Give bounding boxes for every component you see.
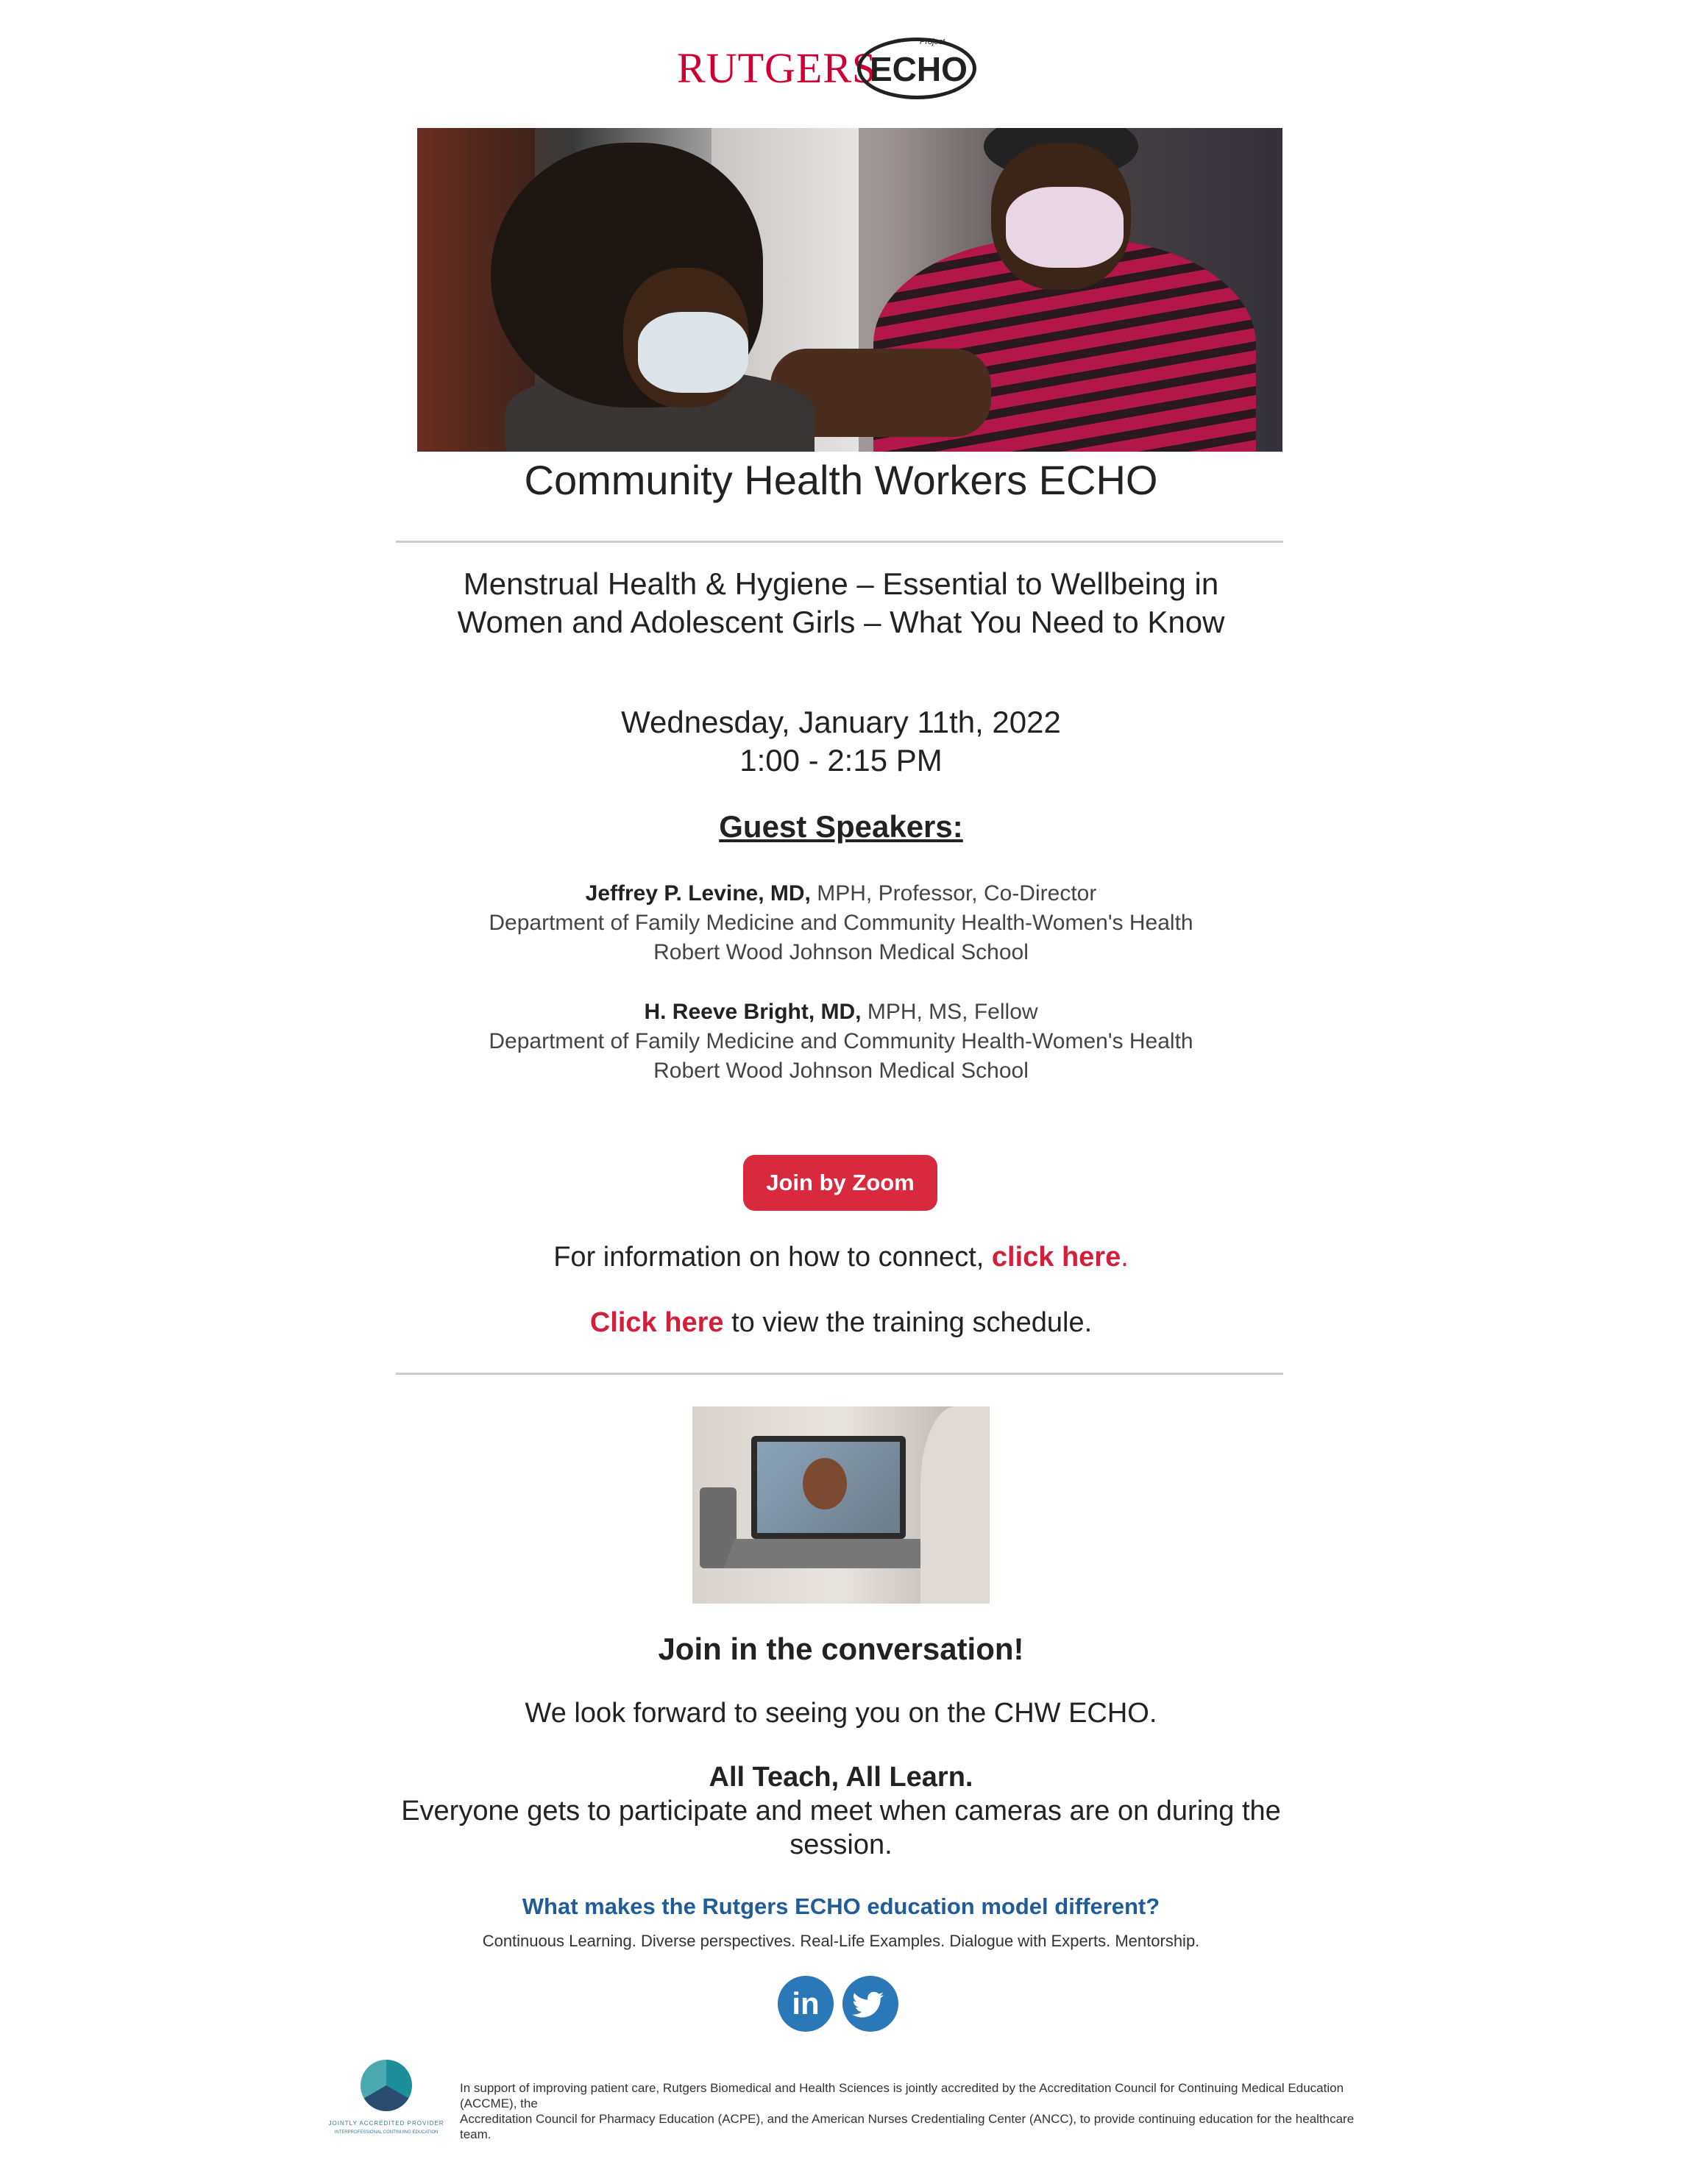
schedule-info xyxy=(0,1307,1682,1339)
speaker-name: H. Reeve Bright, MD, xyxy=(644,1000,862,1024)
session-title-line1: Menstrual Health & Hygiene – Essential to Wellbeing in xyxy=(463,566,1219,601)
speaker-name: Jeffrey P. Levine, MD, xyxy=(585,881,811,906)
model-question: What makes the Rutgers ECHO education model different? xyxy=(522,1893,1160,1919)
session-datetime xyxy=(0,703,1682,780)
accreditation-label: JOINTLY ACCREDITED PROVIDER xyxy=(328,2120,444,2127)
conversation-heading: Join in the conversation! xyxy=(658,1632,1024,1666)
motto-line1: Everyone gets to participate and meet when cameras are on during the xyxy=(401,1796,1281,1826)
speaker-school: Robert Wood Johnson Medical School xyxy=(653,940,1029,964)
session-title xyxy=(0,565,1682,641)
connect-prefix: For information on how to connect, xyxy=(553,1242,992,1273)
speaker-dept: Department of Family Medicine and Community Health-Women's Health xyxy=(489,1029,1193,1053)
hero-photo xyxy=(417,128,1282,452)
model-answer: Continuous Learning. Diverse perspectives. Real-Life Examples. Dialogue with Experts. Mentorship. xyxy=(482,1932,1200,1950)
page-title: Community Health Workers ECHO xyxy=(524,457,1158,503)
speaker-dept: Department of Family Medicine and Community Health-Women's Health xyxy=(489,911,1193,935)
session-time: 1:00 - 2:15 PM xyxy=(739,743,943,778)
jointly-accredited-logo xyxy=(324,2060,449,2141)
project-label: Project xyxy=(920,38,945,46)
accreditation-line2: Accreditation Council for Pharmacy Education (ACPE), and the American Nurses Credentialing Center (ANCC), to provide continuing education for the healthcare team. xyxy=(460,2112,1355,2141)
speaker-title: MPH, MS, Fellow xyxy=(861,1000,1038,1024)
linkedin-icon[interactable]: in xyxy=(778,1976,834,2032)
motto-line2: session. xyxy=(789,1829,893,1860)
speaker-1 xyxy=(0,879,1682,967)
accreditation-sublabel: INTERPROFESSIONAL CONTINUING EDUCATION xyxy=(334,2130,439,2135)
schedule-suffix: to view the training schedule. xyxy=(723,1307,1093,1338)
speaker-title: MPH, Professor, Co-Director xyxy=(810,881,1097,906)
speaker-school: Robert Wood Johnson Medical School xyxy=(653,1059,1029,1083)
session-title-line2: Women and Adolescent Girls – What You Need to Know xyxy=(457,605,1225,639)
join-zoom-button[interactable]: Join by Zoom xyxy=(743,1155,937,1211)
divider-bottom xyxy=(396,1373,1283,1375)
accreditation-statement xyxy=(460,2080,1372,2142)
divider-top xyxy=(396,541,1283,543)
rutgers-wordmark: RUTGERS xyxy=(677,44,877,92)
video-call-photo xyxy=(692,1406,990,1604)
connect-info xyxy=(0,1242,1682,1273)
schedule-click-here-link[interactable]: Click here xyxy=(589,1307,724,1338)
motto: All Teach, All Learn. xyxy=(709,1762,973,1793)
rutgers-echo-logo xyxy=(677,33,1001,107)
echo-wordmark: ECHO xyxy=(870,50,968,88)
connect-suffix: . xyxy=(1121,1242,1129,1273)
speaker-2 xyxy=(0,997,1682,1086)
connect-click-here-link[interactable]: click here xyxy=(991,1242,1121,1273)
accreditation-line1: In support of improving patient care, Rutgers Biomedical and Health Sciences is jointly accredited by the Accreditation Council for Continuing Medical Education (ACCME), the xyxy=(460,2081,1344,2110)
session-date: Wednesday, January 11th, 2022 xyxy=(621,705,1061,739)
twitter-icon[interactable] xyxy=(842,1976,898,2032)
conversation-line: We look forward to seeing you on the CHW ECHO. xyxy=(525,1698,1157,1729)
accreditation-icon xyxy=(361,2060,412,2111)
speakers-heading: Guest Speakers: xyxy=(719,809,963,844)
